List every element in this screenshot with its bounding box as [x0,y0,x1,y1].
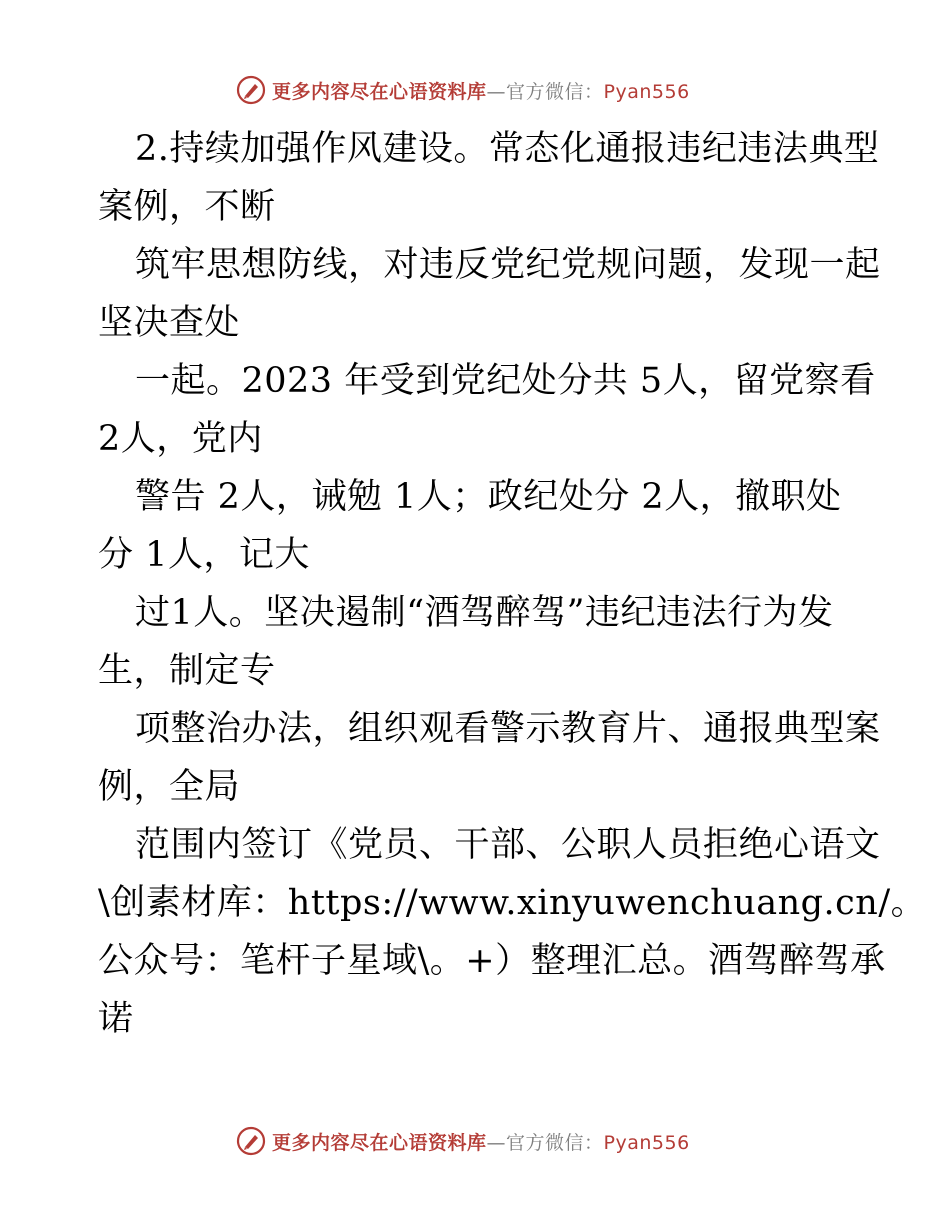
paragraph-line: 警告 2人，诫勉 1人；政纪处分 2人，撤职处 [135,477,842,517]
paragraph-line: 筑牢思想防线，对违反党纪党规问题，发现一起 [135,245,881,285]
paragraph-line: 生，制定专 [98,651,276,691]
footer-watermark [236,1125,690,1157]
watermark-text [272,1128,690,1155]
watermark-dash: — [486,1131,507,1154]
watermark-text [272,77,690,104]
paragraph-line: 一起。2023 年受到党纪处分共 5人，留党察看 [135,361,876,401]
paragraph-line: 例，全局 [98,767,241,807]
pen-logo-icon [236,1126,266,1156]
watermark-label: 官方微信： [506,1131,604,1154]
watermark-id: Pyan556 [603,80,690,103]
header-watermark [236,74,690,106]
paragraph-line: 过1人。坚决遏制“酒驾醉驾”违纪违法行为发 [135,593,834,633]
paragraph-line: 公众号：笔杆子星域\。+）整理汇总。酒驾醉驾承 [98,941,886,981]
paragraph-line: 2人，党内 [98,419,263,459]
paragraph [98,120,927,1048]
paragraph-line: 案例，不断 [98,187,276,227]
pen-logo-icon [236,75,266,105]
watermark-brand: 更多内容尽在心语资料库 [272,80,487,103]
paragraph-line: \创素材库：https://www.xinyuwenchuang.cn/。 [98,883,927,923]
paragraph-line: 项整治办法，组织观看警示教育片、通报典型案 [135,709,881,749]
watermark-brand: 更多内容尽在心语资料库 [272,1131,487,1154]
paragraph-line: 分 1人，记大 [98,535,310,575]
paragraph-line: 2.持续加强作风建设。常态化通报违纪违法典型 [135,129,880,169]
watermark-id: Pyan556 [603,1131,690,1154]
watermark-dash: — [486,80,507,103]
paragraph-line: 范围内签订《党员、干部、公职人员拒绝心语文 [135,825,881,865]
watermark-label: 官方微信： [506,80,604,103]
paragraph-line: 坚决查处 [98,303,241,343]
paragraph-line: 诺 [98,999,134,1039]
